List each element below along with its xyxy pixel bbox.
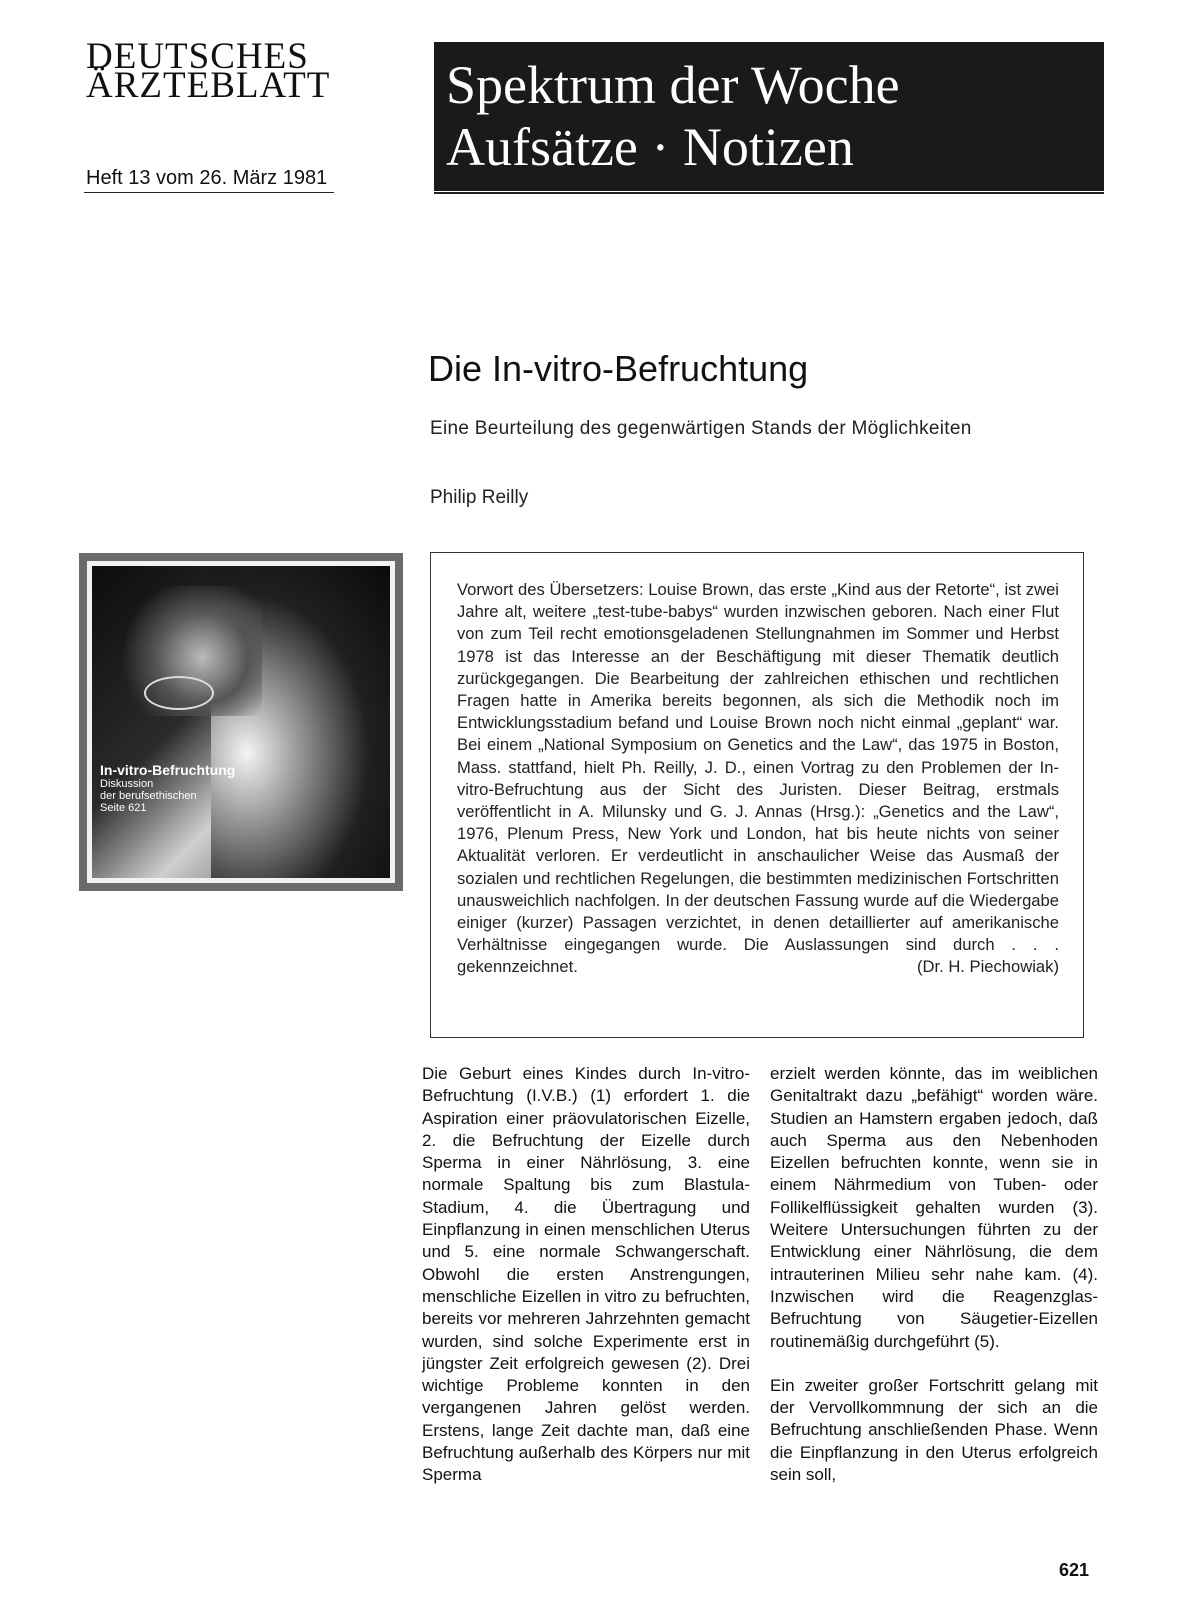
journal-logo-line2: ÄRZTEBLATT — [86, 65, 331, 106]
section-title-line2: Aufsätze · Notizen — [446, 117, 854, 177]
petri-dish-shape — [144, 676, 214, 710]
page-number: 621 — [1059, 1560, 1090, 1580]
article-title: Die In-vitro-Befruchtung — [428, 348, 809, 389]
cover-caption-line4: Seite 621 — [100, 802, 147, 814]
header-rule-right — [434, 192, 1104, 194]
body-paragraph: Die Geburt eines Kindes durch In-vitro-Befruchtung (I.V.B.) (1) erfordert 1. die Aspiration einer präovulatorischen Eizelle, 2. die Befruchtung der Eizelle durch Sperma in einer Nährlösung, 3. eine normale Spaltung bis zum Blastula-Stadium, 4. die Übertragung und Einpflanzung in einen menschlichen Uterus und 5. eine normale Schwangerschaft. Obwohl die ersten Anstrengungen, menschliche Eizellen in vitro zu befruchten, bereits vor mehreren Jahrzehnten gemacht wurden, sind solche Experimente erst in jüngster Zeit erfolgreich gewesen (2). Drei wichtige Probleme konnten in den vergangenen Jahren gelöst werden. Erstens, lange Zeit dachte man, daß eine Befruchtung außerhalb des Körpers nur mit Sperma — [422, 1064, 750, 1485]
section-banner — [434, 42, 1104, 191]
journal-logo — [86, 36, 331, 106]
cover-caption-title: In-vitro-Befruchtung — [100, 762, 236, 778]
foreword-body: Vorwort des Übersetzers: Louise Brown, das erste „Kind aus der Retorte“, ist zwei Jahre alt, weitere „test-tube-babys“ wurden inzwischen geboren. Nach einer Flut von zum Teil recht emotionsgeladenen Stellungnahmen im Sommer und Herbst 1978 ist das Interesse an der Beschäftigung mit dieser Thematik deutlich zurückgegangen. Die Bearbeitung der zahlreichen ethischen und rechtlichen Fragen hatte in Amerika bereits begonnen, als sich die Methodik noch im Entwicklungsstadium befand und Louise Brown noch nicht einmal „geplant“ war. Bei einem „National Symposium on Genetics and the Law“, das 1975 in Boston, Mass. stattfand, hielt Ph. Reilly, J. D., einen Vortrag zu den Problemen der In-vitro-Befruchtung aus der Sicht des Juristen. Dieser Beitrag, erstmals veröffentlicht in A. Milunsky und G. J. Annas (Hrsg.): „Genetics and the Law“, 1976, Plenum Press, New York und London, hat bis heute nichts von seiner Aktualität verloren. Er verdeutlicht in anschaulicher Weise das Ausmaß der sozialen und rechtlichen Regelungen, die bestimmten medizinischen Fortschritten unausweichlich nachfolgen. In der deutschen Fassung wurde auf die Wiedergabe einiger (kurzer) Passagen verzichtet, in denen detaillierter auf amerikanische Verhältnisse eingegangen wurde. Die Auslassungen sind durch . . . gekennzeichnet. — [457, 580, 1059, 977]
cover-photo — [92, 566, 390, 878]
cover-image — [79, 553, 403, 891]
issue-line: Heft 13 vom 26. März 1981 — [86, 167, 328, 189]
article-subtitle: Eine Beurteilung des gegenwärtigen Stands der Möglichkeiten — [430, 418, 972, 439]
foreword-text — [457, 579, 1059, 979]
article-author: Philip Reilly — [430, 487, 529, 508]
foreword-signature: (Dr. H. Piechowiak) — [916, 957, 1059, 977]
body-paragraph: Ein zweiter großer Fortschritt gelang mit der Vervollkommnung der sich an die Befruchtung anschließenden Phase. Wenn die Einpflanzung in den Uterus erfolgreich sein soll, — [770, 1375, 1098, 1485]
body-column-2 — [770, 1063, 1098, 1486]
header-rule-left — [84, 192, 334, 193]
body-column-1 — [422, 1063, 750, 1487]
body-paragraph: erzielt werden könnte, das im weiblichen Genitaltrakt dazu „befähigt“ worden wäre. Studien an Hamstern ergaben jedoch, daß auch Sperma aus den Nebenhoden Eizellen befruchten konnte, wenn sie in einem Nährmedium von Tuben- oder Follikelflüssigkeit gehalten wurden (3). Weitere Untersuchungen führten zu der Entwicklung einer Nährlösung, die dem intrauterinen Milieu sehr nahe kam. (4). Inzwischen wird die Reagenzglas-Befruchtung von Säugetier-Eizellen routinemäßig durchgeführt (5). — [770, 1064, 1098, 1351]
section-title-line1: Spektrum der Woche — [446, 55, 900, 115]
cover-caption-line3: der berufsethischen — [100, 790, 197, 802]
cover-image-inner — [87, 561, 395, 883]
cover-caption — [100, 762, 235, 814]
translator-foreword — [430, 552, 1084, 1038]
journal-logo-line1: DEUTSCHES — [86, 36, 309, 77]
cover-caption-line2: Diskussion — [100, 778, 154, 790]
